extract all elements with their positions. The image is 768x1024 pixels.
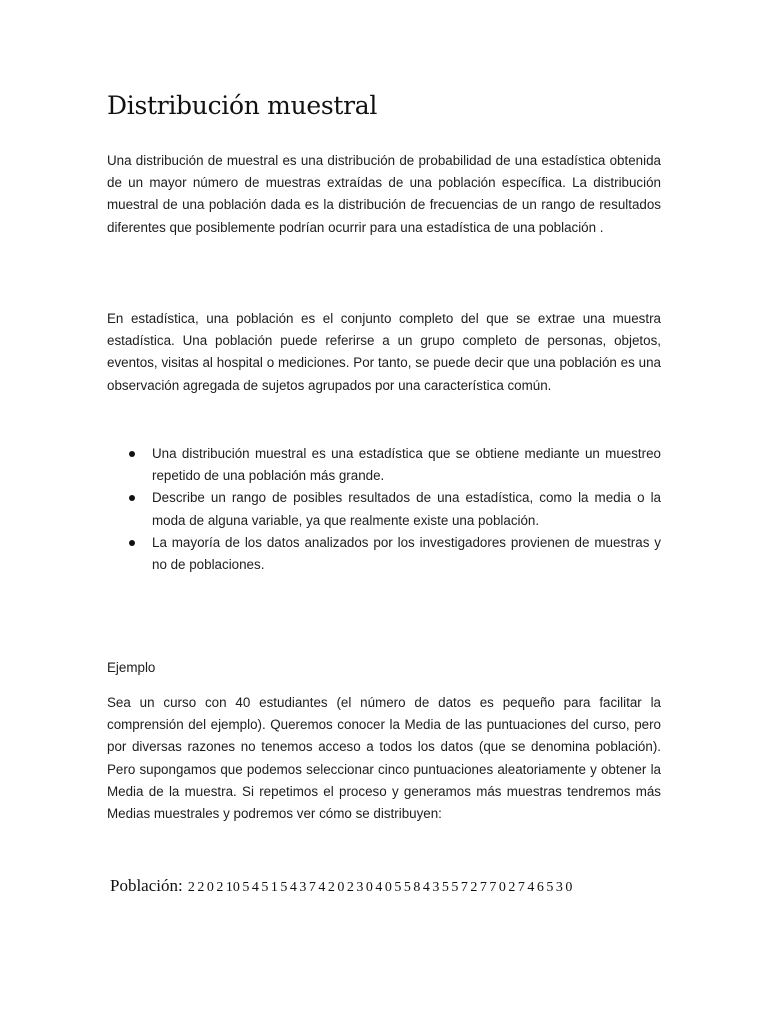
list-item-text: Describe un rango de posibles resultados de una estadística, como la media o la moda de alguna variable, ya que realmente existe una población.	[152, 490, 661, 528]
bullet-icon	[129, 495, 135, 501]
population-data-line	[110, 876, 572, 896]
bullet-icon	[129, 540, 135, 546]
bullet-list	[107, 443, 661, 576]
bullet-icon	[129, 451, 135, 457]
population-label: Población:	[110, 876, 183, 895]
intro-paragraph: Una distribución de muestral es una distribución de probabilidad de una estadística obtenida de un mayor número de muestras extraídas de una población específica. La distribución muestral de una población dada es la distribución de frecuencias de un rango de resultados diferentes que posiblemente podrían ocurrir para una estadística de una población .	[107, 153, 661, 235]
population-paragraph: En estadística, una población es el conjunto completo del que se extrae una muestra estadística. Una población puede referirse a un grupo completo de personas, objetos, eventos, visitas al hospital o mediciones. Por tanto, se puede decir que una población es una observación agregada de sujetos agrupados por una característica común.	[107, 311, 661, 393]
example-paragraph: Sea un curso con 40 estudiantes (el número de datos es pequeño para facilitar la comprensión del ejemplo). Queremos conocer la Media de las puntuaciones del curso, pero por diversas razones no tenemos acceso a todos los datos (que se denomina población). Pero supongamos que podemos seleccionar cinco puntuaciones aleatoriamente y obtener la Media de la muestra. Si repetimos el proceso y generamos más muestras tendremos más Medias muestrales y podremos ver cómo se distribuyen:	[107, 695, 661, 822]
example-heading: Ejemplo	[107, 660, 156, 675]
list-item	[107, 487, 661, 531]
list-item-text: Una distribución muestral es una estadística que se obtiene mediante un muestreo repetido de una población más grande.	[152, 446, 661, 484]
list-item	[107, 532, 661, 576]
population-values: 2 2 0 2 10 5 4 5 1 5 4 3 7 4 2 0 2 3 0 4 0 5 5 8 4 3 5 5 7 2 7 7 0 2 7 4 6 5 3 0	[187, 880, 573, 895]
page-title: Distribución muestral	[107, 91, 378, 120]
list-item-text: La mayoría de los datos analizados por los investigadores provienen de muestras y no de poblaciones.	[152, 534, 661, 573]
list-item	[107, 443, 661, 487]
